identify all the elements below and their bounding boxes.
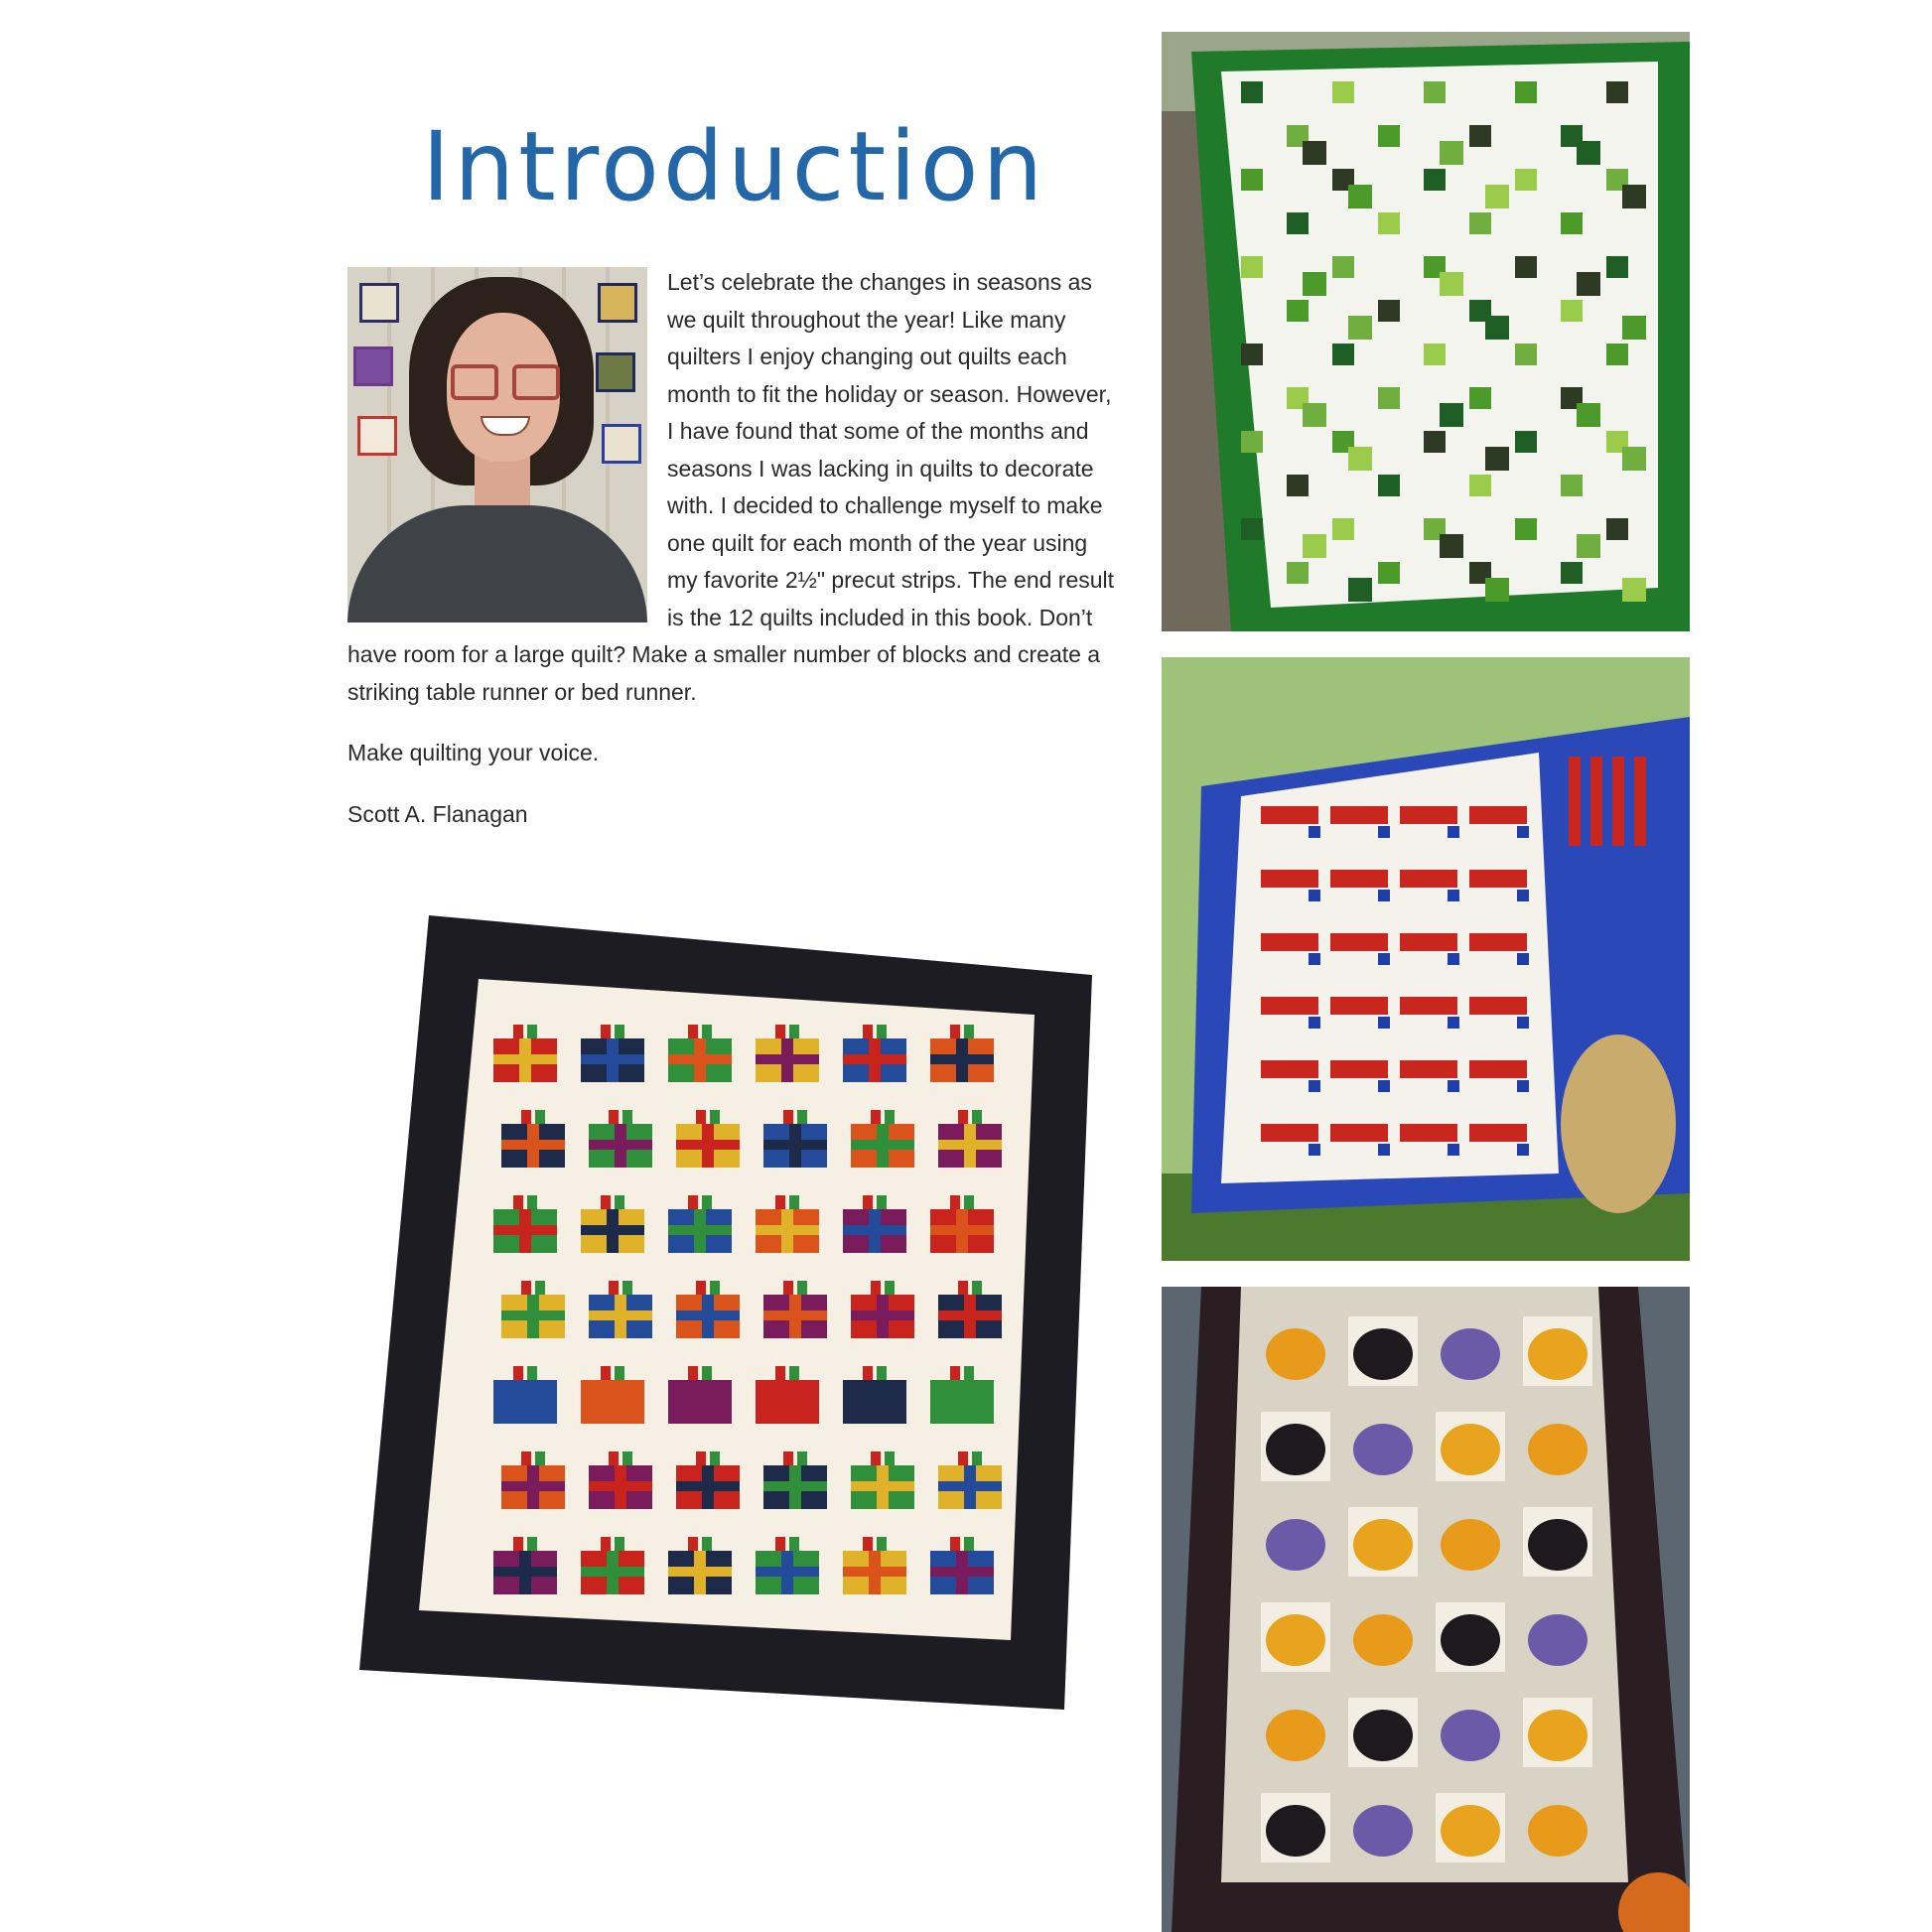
intro-paragraph: Let’s celebrate the changes in seasons as we quilt throughout the year! Like many quilters I enjoy changing out quilts each month to fit the holiday or season. However, I have found that some of the months and seasons I was lacking in quilts to decorate with. I decided to challenge myself to make one quilt for each month of the year using my favorite 2½" precut strips. The end result is the 12 quilts included in this book. Don’t have room for a large quilt? Make a smaller number of blocks and create a striking table runner or bed runner.: [347, 269, 1115, 705]
author-photo: [347, 267, 647, 622]
introduction-text: [347, 264, 1122, 857]
tagline: Make quilting your voice.: [347, 740, 600, 765]
page-title: Introduction: [422, 111, 1047, 222]
halloween-quilt-photo: [1162, 1287, 1690, 1932]
author-signature: Scott A. Flanagan: [347, 800, 528, 827]
green-quilt-photo: [1162, 32, 1690, 631]
patriotic-quilt-photo: [1162, 657, 1690, 1261]
gift-quilt-photo: [359, 915, 1092, 1710]
